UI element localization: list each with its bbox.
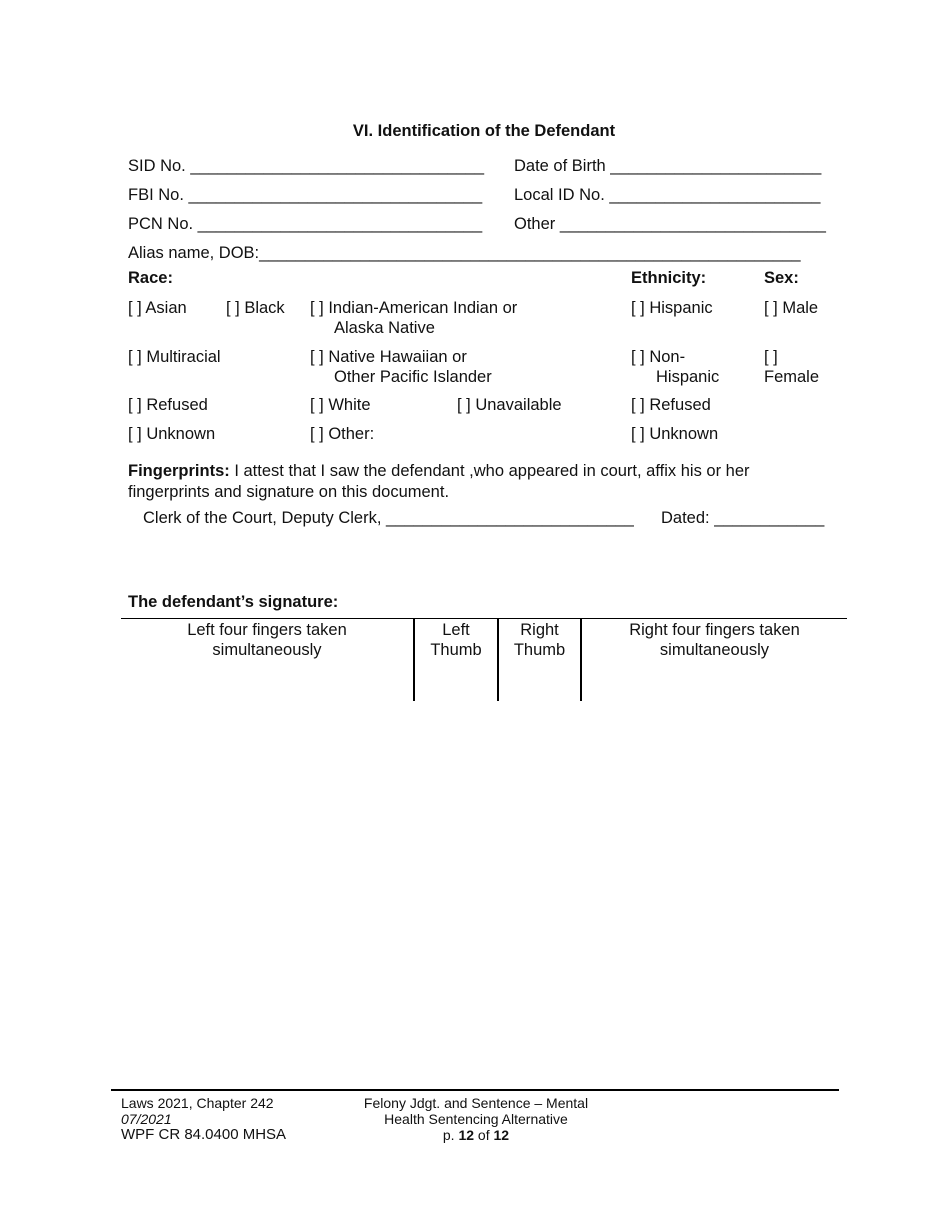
race-unknown-checkbox[interactable]: [ ] Unknown bbox=[128, 425, 216, 443]
pcn-field[interactable]: PCN No. _______________________________ bbox=[128, 215, 483, 233]
local-id-field[interactable]: Local ID No. _______________________ bbox=[514, 186, 821, 204]
footer-form-number: WPF CR 84.0400 MHSA bbox=[121, 1126, 287, 1143]
ethnicity-header: Ethnicity: bbox=[631, 269, 707, 287]
page-prefix: p. bbox=[442, 1127, 459, 1143]
sex-female-checkbox[interactable]: [ ] bbox=[764, 348, 778, 366]
other-field[interactable]: Other _____________________________ bbox=[514, 215, 826, 233]
sid-field[interactable]: SID No. ________________________________ bbox=[128, 157, 484, 175]
right-thumb-label-1: Right bbox=[520, 621, 559, 639]
race-other-checkbox[interactable]: [ ] Other: bbox=[310, 425, 375, 443]
ethnicity-unknown-checkbox[interactable]: [ ] Unknown bbox=[631, 425, 719, 443]
left-four-label-1: Left four fingers taken bbox=[187, 621, 347, 639]
ethnicity-non-hispanic-label-2: Hispanic bbox=[656, 368, 720, 386]
race-indian-checkbox[interactable]: [ ] Indian-American Indian or bbox=[310, 299, 518, 317]
footer-laws: Laws 2021, Chapter 242 bbox=[121, 1095, 274, 1111]
ethnicity-hispanic-checkbox[interactable]: [ ] Hispanic bbox=[631, 299, 713, 317]
right-thumb-cell[interactable] bbox=[498, 619, 581, 702]
footer-title-2: Health Sentencing Alternative bbox=[384, 1111, 568, 1127]
race-indian-label-2: Alaska Native bbox=[334, 319, 435, 337]
race-white-checkbox[interactable]: [ ] White bbox=[310, 396, 371, 414]
race-black-checkbox[interactable]: [ ] Black bbox=[226, 299, 285, 317]
left-thumb-label-1: Left bbox=[442, 621, 470, 639]
footer-page-number bbox=[346, 1127, 606, 1143]
race-multiracial-checkbox[interactable]: [ ] Multiracial bbox=[128, 348, 221, 366]
page-total: 12 bbox=[493, 1127, 510, 1143]
right-thumb-label-2: Thumb bbox=[513, 641, 566, 659]
right-four-fingers-cell[interactable] bbox=[582, 619, 847, 702]
dob-field[interactable]: Date of Birth _______________________ bbox=[514, 157, 822, 175]
left-thumb-label-2: Thumb bbox=[430, 641, 482, 659]
race-hawaiian-label-2: Other Pacific Islander bbox=[334, 368, 492, 386]
fingerprints-label: Fingerprints: bbox=[128, 462, 230, 480]
ethnicity-non-hispanic-checkbox[interactable]: [ ] Non- bbox=[631, 348, 686, 366]
fingerprints-text: I attest that I saw the defendant ,who appeared in court, affix his or her bbox=[229, 462, 750, 480]
right-four-label-1: Right four fingers taken bbox=[629, 621, 800, 639]
left-four-fingers-cell[interactable] bbox=[121, 619, 413, 702]
race-refused-checkbox[interactable]: [ ] Refused bbox=[128, 396, 208, 414]
page-current: 12 bbox=[458, 1127, 475, 1143]
clerk-signature-field[interactable]: Clerk of the Court, Deputy Clerk, ___________________________ bbox=[143, 509, 634, 527]
page-of: of bbox=[474, 1127, 494, 1143]
sex-male-checkbox[interactable]: [ ] Male bbox=[764, 299, 819, 317]
footer-date: 07/2021 bbox=[121, 1111, 172, 1127]
left-four-label-2: simultaneously bbox=[212, 641, 322, 659]
footer-divider bbox=[111, 1089, 839, 1091]
race-header: Race: bbox=[128, 269, 173, 287]
dated-field[interactable]: Dated: ____________ bbox=[661, 509, 825, 527]
sex-header: Sex: bbox=[764, 269, 799, 287]
defendant-signature-label: The defendant’s signature: bbox=[128, 593, 339, 611]
alias-field[interactable]: Alias name, DOB:___________________________________________________________ bbox=[128, 244, 801, 262]
race-asian-checkbox[interactable]: [ ] Asian bbox=[128, 299, 187, 317]
footer-title-1: Felony Jdgt. and Sentence – Mental bbox=[363, 1095, 589, 1111]
fbi-field[interactable]: FBI No. ________________________________ bbox=[128, 186, 483, 204]
section-title: VI. Identification of the Defendant bbox=[352, 122, 616, 140]
race-unavailable-checkbox[interactable]: [ ] Unavailable bbox=[457, 396, 562, 414]
sex-female-label: Female bbox=[764, 368, 820, 386]
ethnicity-refused-checkbox[interactable]: [ ] Refused bbox=[631, 396, 711, 414]
right-four-label-2: simultaneously bbox=[659, 641, 770, 659]
fingerprints-statement bbox=[128, 461, 750, 481]
left-thumb-cell[interactable] bbox=[414, 619, 498, 702]
race-hawaiian-checkbox[interactable]: [ ] Native Hawaiian or bbox=[310, 348, 467, 366]
fingerprint-table bbox=[121, 618, 847, 659]
fingerprints-text-2: fingerprints and signature on this document. bbox=[128, 483, 450, 501]
